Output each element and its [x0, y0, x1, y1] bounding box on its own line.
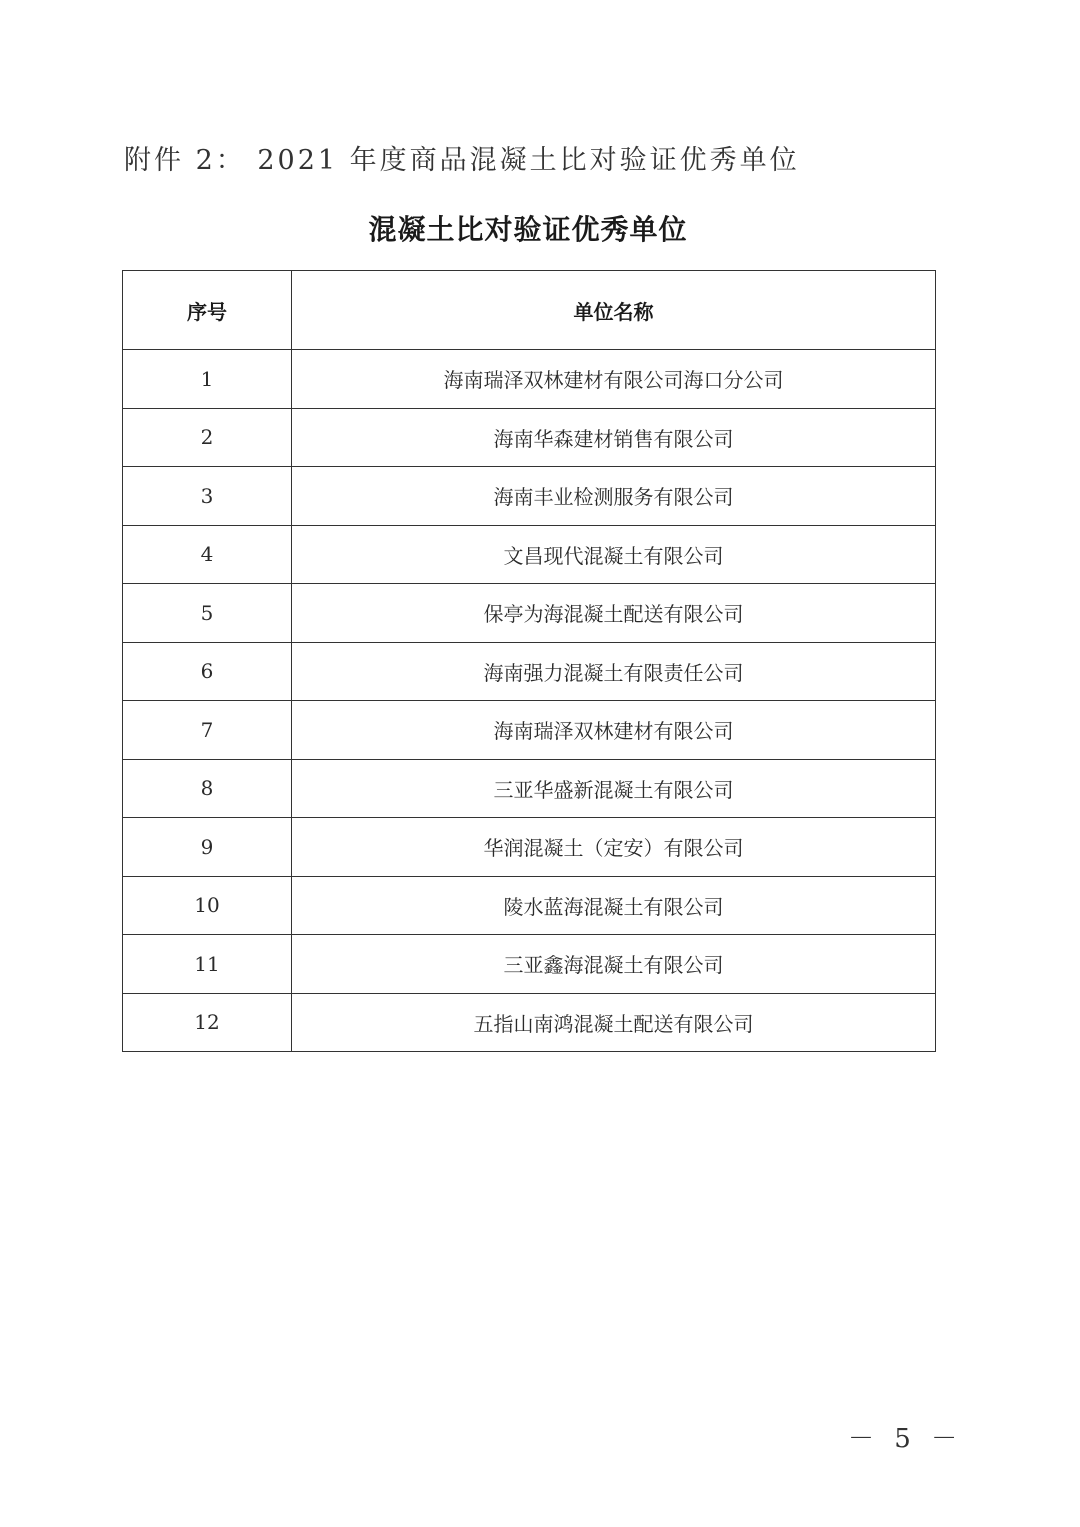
excellent-units-table [122, 270, 936, 1052]
unit-name-cell: 保亭为海混凝土配送有限公司 [292, 584, 936, 643]
table-row [123, 818, 936, 877]
column-header-number: 序号 [123, 271, 292, 350]
row-number-cell: 12 [123, 993, 292, 1052]
table-row [123, 350, 936, 409]
table-header-row [123, 271, 936, 350]
unit-name-cell: 华润混凝土（定安）有限公司 [292, 818, 936, 877]
table-row [123, 935, 936, 994]
row-number-cell: 10 [123, 876, 292, 935]
table-row [123, 584, 936, 643]
row-number-cell: 1 [123, 350, 292, 409]
unit-name-cell: 海南华森建材销售有限公司 [292, 408, 936, 467]
row-number-cell: 11 [123, 935, 292, 994]
row-number-cell: 6 [123, 642, 292, 701]
table-row [123, 701, 936, 760]
unit-name-cell: 文昌现代混凝土有限公司 [292, 525, 936, 584]
document-title: 混凝土比对验证优秀单位 [368, 213, 688, 246]
row-number-cell: 9 [123, 818, 292, 877]
row-number-cell: 2 [123, 408, 292, 467]
row-number-cell: 8 [123, 759, 292, 818]
unit-name-cell: 三亚华盛新混凝土有限公司 [292, 759, 936, 818]
table-row [123, 467, 936, 526]
unit-name-cell: 海南丰业检测服务有限公司 [292, 467, 936, 526]
table-row [123, 408, 936, 467]
row-number-cell: 3 [123, 467, 292, 526]
unit-name-cell: 海南瑞泽双林建材有限公司海口分公司 [292, 350, 936, 409]
unit-name-cell: 三亚鑫海混凝土有限公司 [292, 935, 936, 994]
unit-name-cell: 海南强力混凝土有限责任公司 [292, 642, 936, 701]
row-number-cell: 5 [123, 584, 292, 643]
table-row [123, 525, 936, 584]
table-row [123, 876, 936, 935]
attachment-heading: 附件 2： 2021 年度商品混凝土比对验证优秀单位 [124, 145, 800, 176]
row-number-cell: 4 [123, 525, 292, 584]
unit-name-cell: 五指山南鸿混凝土配送有限公司 [292, 993, 936, 1052]
column-header-unit-name: 单位名称 [292, 271, 936, 350]
unit-name-cell: 陵水蓝海混凝土有限公司 [292, 876, 936, 935]
row-number-cell: 7 [123, 701, 292, 760]
table-row [123, 993, 936, 1052]
unit-name-cell: 海南瑞泽双林建材有限公司 [292, 701, 936, 760]
table-row [123, 642, 936, 701]
page-number: － 5 － [848, 1424, 964, 1454]
table-row [123, 759, 936, 818]
